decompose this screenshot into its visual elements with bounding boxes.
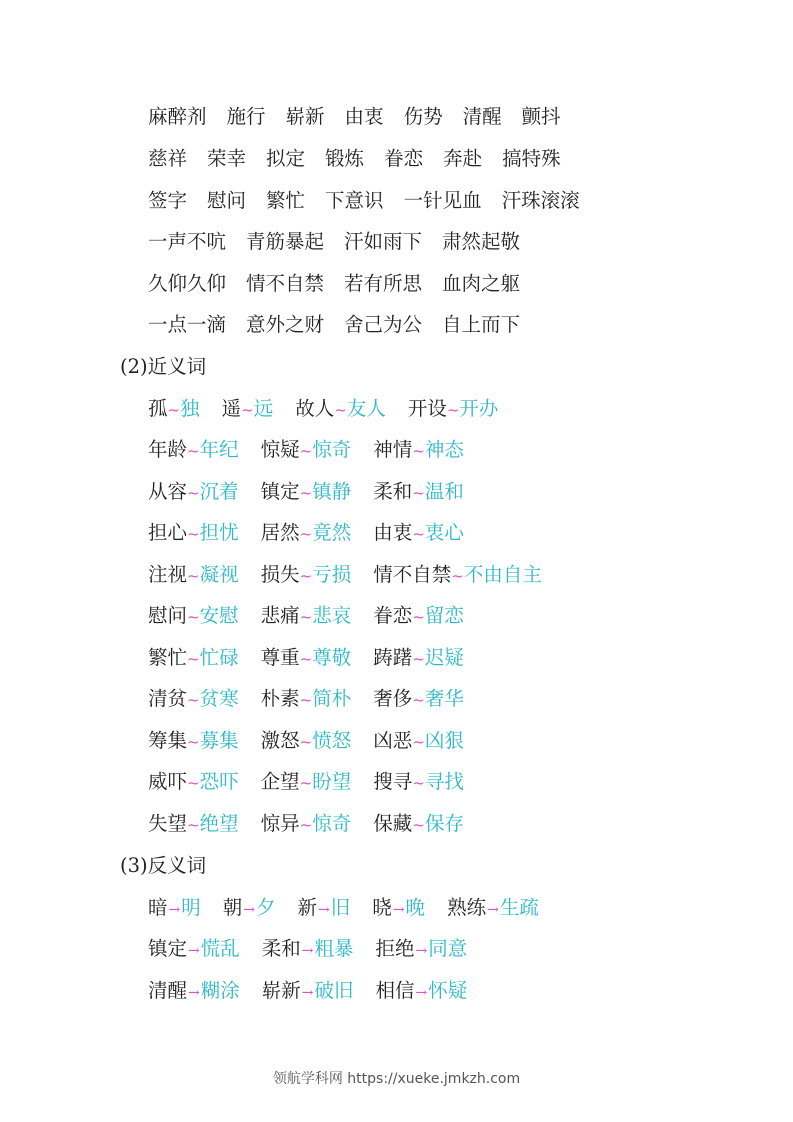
synonym-pair — [148, 480, 239, 503]
word-right: 尊敬 — [312, 646, 352, 669]
word-right: 奢华 — [424, 687, 464, 710]
word-left: 威吓 — [148, 770, 188, 793]
word-right: 沉着 — [199, 480, 239, 503]
tilde-separator: ~ — [299, 774, 313, 792]
word-right: 夕 — [256, 896, 276, 919]
word-right: 募集 — [199, 729, 239, 752]
word-right: 神态 — [424, 438, 464, 461]
tilde-separator: ~ — [412, 774, 425, 792]
tilde-separator: ~ — [241, 401, 254, 419]
tilde-separator: ~ — [187, 608, 200, 626]
word-left: 故人 — [295, 397, 335, 420]
vocab-word: 血肉之躯 — [442, 272, 521, 295]
footer-text[interactable]: 领航学科网 https://xueke.jmkzh.com — [272, 1071, 521, 1087]
synonym-pair — [148, 687, 239, 710]
vocab-word: 自上而下 — [442, 313, 521, 336]
antonym-pair — [298, 896, 351, 919]
word-right: 恐吓 — [199, 770, 239, 793]
tilde-separator: ~ — [299, 816, 313, 834]
antonym-pair — [148, 937, 240, 960]
synonym-pair — [373, 438, 464, 461]
vocab-word: 青筋暴起 — [246, 230, 325, 253]
word-right: 绝望 — [199, 812, 239, 835]
synonym-pair — [408, 397, 499, 420]
word-left: 朴素 — [260, 687, 300, 710]
synonym-pair — [373, 687, 464, 710]
synonyms-row — [148, 726, 486, 756]
arrow-icon: → — [415, 943, 428, 959]
synonym-pair — [261, 646, 352, 669]
synonym-pair — [148, 604, 239, 627]
vocab-word: 崭新 — [285, 105, 325, 128]
synonym-pair — [222, 397, 274, 420]
word-right: 保存 — [424, 812, 464, 835]
word-left: 拒绝 — [375, 937, 415, 960]
vocab-word: 麻醉剂 — [148, 105, 207, 128]
word-right: 远 — [253, 397, 274, 420]
tilde-separator: ~ — [187, 816, 200, 834]
word-right: 留恋 — [424, 604, 464, 627]
word-left: 慰问 — [148, 604, 188, 627]
word-right: 生疏 — [499, 896, 539, 919]
vocab-word: 舍己为公 — [344, 313, 423, 336]
word-left: 惊异 — [260, 812, 300, 835]
word-left: 奢侈 — [373, 687, 413, 710]
word-left: 注视 — [148, 563, 188, 586]
word-row — [148, 269, 540, 299]
word-right: 明 — [181, 896, 201, 919]
synonym-pair — [261, 812, 352, 835]
vocab-word: 奔赴 — [443, 147, 483, 170]
tilde-separator: ~ — [412, 650, 425, 668]
tilde-separator: ~ — [187, 484, 200, 502]
word-left: 清贫 — [148, 687, 188, 710]
word-left: 激怒 — [260, 729, 300, 752]
tilde-separator: ~ — [299, 650, 313, 668]
word-right: 寻找 — [424, 770, 464, 793]
word-left: 保藏 — [373, 812, 413, 835]
word-left: 柔和 — [373, 480, 413, 503]
word-right: 担忧 — [199, 521, 239, 544]
vocab-word: 伤势 — [403, 105, 443, 128]
word-left: 崭新 — [261, 979, 301, 1002]
tilde-separator: ~ — [412, 525, 425, 543]
arrow-icon: → — [487, 902, 499, 918]
word-left: 损失 — [260, 563, 300, 586]
synonym-pair — [261, 480, 352, 503]
vocab-word: 慰问 — [207, 189, 247, 212]
vocab-word: 一点一滴 — [148, 313, 227, 336]
vocab-word: 汗如雨下 — [344, 230, 423, 253]
tilde-separator: ~ — [299, 525, 313, 543]
antonym-pair — [447, 896, 539, 919]
arrow-icon: → — [301, 943, 314, 959]
word-left: 年龄 — [148, 438, 188, 461]
word-right: 竟然 — [312, 521, 352, 544]
synonym-pair — [373, 729, 464, 752]
synonym-pair — [148, 438, 239, 461]
synonyms-row — [148, 643, 486, 673]
antonym-pair — [372, 896, 425, 919]
synonym-pair — [148, 812, 239, 835]
word-right: 贫寒 — [199, 687, 239, 710]
synonyms-row — [148, 477, 486, 507]
arrow-icon: → — [392, 902, 405, 918]
word-right: 旧 — [330, 896, 351, 919]
vocab-word: 意外之财 — [246, 313, 325, 336]
tilde-separator: ~ — [334, 401, 347, 419]
word-right: 衷心 — [424, 521, 464, 544]
arrow-icon: → — [188, 943, 200, 959]
synonym-pair — [148, 770, 239, 793]
word-left: 朝 — [222, 896, 243, 919]
word-right: 糊涂 — [200, 979, 240, 1002]
word-left: 失望 — [148, 812, 188, 835]
word-right: 慌乱 — [200, 937, 240, 960]
word-left: 孤 — [148, 397, 168, 420]
vocab-word: 颤抖 — [521, 105, 561, 128]
tilde-separator: ~ — [299, 442, 313, 460]
word-right: 怀疑 — [428, 979, 468, 1002]
synonym-pair — [373, 770, 464, 793]
arrow-icon: → — [301, 985, 314, 1001]
tilde-separator: ~ — [299, 567, 313, 585]
word-right: 惊奇 — [312, 812, 352, 835]
vocab-word: 一针见血 — [403, 189, 482, 212]
tilde-separator: ~ — [187, 442, 200, 460]
vocab-word: 施行 — [226, 105, 266, 128]
antonyms-row — [148, 976, 489, 1006]
vocab-word: 搞特殊 — [502, 147, 561, 170]
word-right: 忙碌 — [199, 646, 239, 669]
arrow-icon: → — [188, 985, 200, 1001]
tilde-separator: ~ — [412, 442, 425, 460]
tilde-separator: ~ — [412, 816, 425, 834]
synonym-pair — [261, 687, 352, 710]
vocab-word: 锻炼 — [325, 147, 365, 170]
antonym-pair — [262, 937, 354, 960]
word-right: 镇静 — [312, 480, 352, 503]
synonym-pair — [373, 563, 542, 586]
word-right: 独 — [180, 397, 200, 420]
word-left: 镇定 — [148, 937, 188, 960]
synonym-pair — [148, 521, 239, 544]
word-right: 不由自主 — [463, 563, 542, 586]
word-left: 新 — [297, 896, 318, 919]
word-right: 安慰 — [199, 604, 239, 627]
word-right: 迟疑 — [424, 646, 464, 669]
synonym-pair — [373, 604, 464, 627]
word-left: 由衷 — [373, 521, 413, 544]
word-left: 居然 — [260, 521, 300, 544]
word-left: 相信 — [375, 979, 415, 1002]
antonym-pair — [148, 979, 240, 1002]
antonyms-row — [148, 934, 489, 964]
word-left: 镇定 — [260, 480, 300, 503]
word-left: 暗 — [148, 896, 168, 919]
vocab-word: 签字 — [148, 189, 188, 212]
word-left: 尊重 — [260, 646, 300, 669]
word-row — [148, 144, 581, 174]
word-right: 友人 — [346, 397, 386, 420]
word-right: 同意 — [428, 937, 468, 960]
tilde-separator: ~ — [187, 691, 200, 709]
word-left: 晓 — [372, 896, 392, 919]
synonym-pair — [295, 397, 386, 420]
arrow-icon: → — [415, 985, 428, 1001]
synonym-pair — [373, 521, 464, 544]
word-right: 粗暴 — [314, 937, 354, 960]
vocab-word: 情不自禁 — [246, 272, 325, 295]
word-right: 年纪 — [199, 438, 239, 461]
antonym-pair — [223, 896, 276, 919]
synonyms-row — [148, 394, 520, 424]
word-left: 从容 — [148, 480, 188, 503]
tilde-separator: ~ — [412, 608, 425, 626]
tilde-separator: ~ — [299, 733, 313, 751]
word-right: 开办 — [459, 397, 499, 420]
synonym-pair — [148, 397, 200, 420]
tilde-separator: ~ — [412, 484, 425, 502]
vocab-word: 下意识 — [325, 189, 384, 212]
vocab-word: 拟定 — [266, 147, 306, 170]
synonyms-row — [148, 809, 486, 839]
word-right: 凶狠 — [424, 729, 464, 752]
word-left: 凶恶 — [373, 729, 413, 752]
vocab-word: 汗珠滚滚 — [501, 189, 580, 212]
synonyms-row — [148, 767, 486, 797]
tilde-separator: ~ — [187, 567, 200, 585]
word-right: 亏损 — [312, 563, 352, 586]
synonym-pair — [261, 521, 352, 544]
word-row — [148, 310, 540, 340]
word-right: 凝视 — [199, 563, 239, 586]
tilde-separator: ~ — [187, 525, 200, 543]
word-right: 愤怒 — [312, 729, 352, 752]
tilde-separator: ~ — [299, 691, 313, 709]
tilde-separator: ~ — [299, 484, 313, 502]
arrow-icon: → — [243, 902, 256, 918]
synonyms-row — [148, 560, 564, 590]
word-row — [148, 227, 540, 257]
vocab-word: 肃然起敬 — [442, 230, 521, 253]
word-left: 筹集 — [148, 729, 188, 752]
word-left: 眷恋 — [373, 604, 413, 627]
word-left: 清醒 — [148, 979, 188, 1002]
synonyms-row — [148, 518, 486, 548]
word-left: 开设 — [407, 397, 447, 420]
synonym-pair — [261, 563, 352, 586]
vocab-word: 繁忙 — [266, 189, 306, 212]
tilde-separator: ~ — [187, 733, 200, 751]
vocab-word: 一声不吭 — [148, 230, 227, 253]
vocab-word: 久仰久仰 — [148, 272, 227, 295]
tilde-separator: ~ — [187, 650, 200, 668]
word-left: 熟练 — [447, 896, 487, 919]
tilde-separator: ~ — [446, 401, 460, 419]
tilde-separator: ~ — [451, 567, 464, 585]
word-left: 柔和 — [261, 937, 301, 960]
synonym-pair — [373, 812, 464, 835]
antonym-pair — [376, 937, 468, 960]
word-left: 踌躇 — [373, 646, 413, 669]
word-right: 盼望 — [312, 770, 352, 793]
synonym-pair — [148, 646, 239, 669]
antonyms-row — [148, 893, 561, 923]
word-right: 惊奇 — [312, 438, 352, 461]
word-left: 遥 — [221, 397, 242, 420]
synonyms-row — [148, 601, 486, 631]
word-left: 繁忙 — [148, 646, 188, 669]
antonyms-heading: (3)反义词 — [120, 854, 207, 877]
word-row — [148, 102, 581, 132]
antonym-pair — [148, 896, 201, 919]
word-right: 破旧 — [314, 979, 354, 1002]
synonyms-row — [148, 435, 486, 465]
vocab-word: 慈祥 — [148, 147, 188, 170]
word-left: 搜寻 — [373, 770, 413, 793]
word-left: 企望 — [260, 770, 300, 793]
antonym-pair — [376, 979, 468, 1002]
synonym-pair — [373, 646, 464, 669]
word-right: 悲哀 — [312, 604, 352, 627]
tilde-separator: ~ — [167, 401, 181, 419]
synonym-pair — [261, 770, 352, 793]
vocab-word: 由衷 — [344, 105, 384, 128]
synonym-pair — [148, 729, 239, 752]
tilde-separator: ~ — [412, 691, 425, 709]
arrow-icon: → — [318, 902, 330, 918]
vocab-word: 清醒 — [462, 105, 502, 128]
tilde-separator: ~ — [412, 733, 425, 751]
synonym-pair — [148, 563, 239, 586]
word-left: 神情 — [373, 438, 413, 461]
word-left: 悲痛 — [260, 604, 300, 627]
antonym-pair — [262, 979, 354, 1002]
word-right: 温和 — [424, 480, 464, 503]
arrow-icon: → — [168, 902, 181, 918]
synonym-pair — [261, 438, 352, 461]
vocab-word: 若有所思 — [344, 272, 423, 295]
synonyms-row — [148, 684, 486, 714]
word-right: 晚 — [405, 896, 426, 919]
tilde-separator: ~ — [299, 608, 313, 626]
synonym-pair — [373, 480, 464, 503]
word-left: 情不自禁 — [373, 563, 452, 586]
word-row — [148, 186, 600, 216]
tilde-separator: ~ — [187, 774, 200, 792]
vocab-word: 荣幸 — [207, 147, 247, 170]
synonym-pair — [261, 604, 352, 627]
synonyms-heading: (2)近义词 — [120, 355, 207, 378]
vocab-word: 眷恋 — [384, 147, 424, 170]
word-left: 惊疑 — [260, 438, 300, 461]
word-left: 担心 — [148, 521, 188, 544]
synonym-pair — [261, 729, 352, 752]
word-right: 简朴 — [312, 687, 352, 710]
